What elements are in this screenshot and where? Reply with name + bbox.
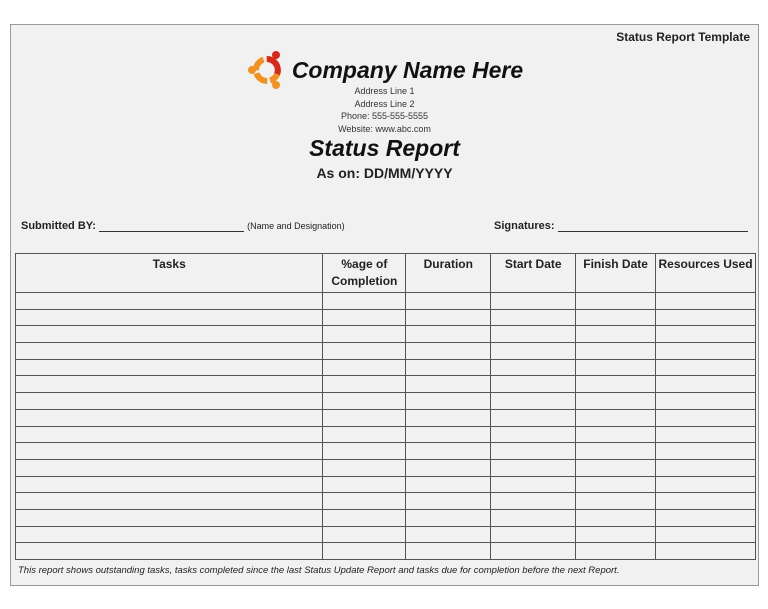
table-cell[interactable]: [576, 326, 656, 343]
table-cell[interactable]: [491, 359, 576, 376]
table-cell[interactable]: [491, 293, 576, 310]
table-cell[interactable]: [576, 343, 656, 360]
address-line-1: Address Line 1: [354, 86, 415, 96]
table-cell[interactable]: [576, 493, 656, 510]
table-cell[interactable]: [656, 409, 756, 426]
table-cell[interactable]: [491, 476, 576, 493]
table-cell[interactable]: [323, 309, 406, 326]
table-cell[interactable]: [576, 543, 656, 560]
signatures-label: Signatures:: [494, 220, 555, 232]
table-row: [16, 543, 756, 560]
table-cell[interactable]: [656, 343, 756, 360]
table-cell[interactable]: [491, 409, 576, 426]
table-cell[interactable]: [491, 443, 576, 460]
company-name: Company Name Here: [291, 56, 524, 83]
table-cell[interactable]: [323, 493, 406, 510]
table-row: [16, 409, 756, 426]
table-cell[interactable]: [323, 426, 406, 443]
table-cell[interactable]: [491, 309, 576, 326]
table-row: [16, 309, 756, 326]
table-cell[interactable]: [16, 476, 323, 493]
table-cell[interactable]: [656, 426, 756, 443]
table-header: [16, 254, 756, 293]
table-cell[interactable]: [406, 309, 491, 326]
address-line-2: Address Line 2: [354, 98, 415, 109]
table-cell[interactable]: [576, 459, 656, 476]
table-cell[interactable]: [323, 326, 406, 343]
table-cell[interactable]: [491, 393, 576, 410]
table-cell[interactable]: [406, 326, 491, 343]
table-cell[interactable]: [406, 443, 491, 460]
phone: Phone: 555-555-5555: [340, 111, 429, 122]
table-cell[interactable]: [16, 409, 323, 426]
table-row: [16, 359, 756, 376]
table-cell[interactable]: [16, 443, 323, 460]
table-cell[interactable]: [576, 476, 656, 493]
table-cell[interactable]: [16, 426, 323, 443]
table-cell[interactable]: [323, 409, 406, 426]
table-cell[interactable]: [16, 343, 323, 360]
col-duration: Duration: [406, 254, 491, 293]
table-cell[interactable]: [491, 343, 576, 360]
table-cell[interactable]: [16, 526, 323, 543]
table-cell[interactable]: [406, 293, 491, 310]
col-finish-date: Finish Date: [576, 254, 656, 293]
table-cell[interactable]: [656, 543, 756, 560]
company-address: [11, 85, 758, 136]
submitted-by: [21, 220, 345, 232]
tasks-table: [15, 253, 756, 560]
table-cell[interactable]: [16, 493, 323, 510]
table-cell[interactable]: [656, 326, 756, 343]
table-row: [16, 343, 756, 360]
table-cell[interactable]: [576, 409, 656, 426]
table-cell[interactable]: [656, 359, 756, 376]
table-cell[interactable]: [491, 326, 576, 343]
table-cell[interactable]: [576, 293, 656, 310]
table-cell[interactable]: [656, 509, 756, 526]
table-cell[interactable]: [656, 493, 756, 510]
website: Website: www.abc.com: [338, 124, 431, 135]
table-cell[interactable]: [16, 393, 323, 410]
table-cell[interactable]: [576, 376, 656, 393]
table-row: [16, 493, 756, 510]
table-row: [16, 393, 756, 410]
table-cell[interactable]: [323, 443, 406, 460]
signatures: [494, 220, 748, 232]
table-cell[interactable]: [323, 359, 406, 376]
table-row: [16, 426, 756, 443]
col-tasks: Tasks: [16, 254, 323, 293]
table-cell[interactable]: [16, 543, 323, 560]
table-cell[interactable]: [656, 476, 756, 493]
table-row: [16, 293, 756, 310]
table-cell[interactable]: [16, 326, 323, 343]
table-row: [16, 459, 756, 476]
table-cell[interactable]: [406, 393, 491, 410]
table-cell[interactable]: [406, 376, 491, 393]
table-row: [16, 509, 756, 526]
table-cell[interactable]: [656, 309, 756, 326]
table-cell[interactable]: [323, 509, 406, 526]
table-cell[interactable]: [576, 393, 656, 410]
table-cell[interactable]: [576, 526, 656, 543]
table-cell[interactable]: [406, 526, 491, 543]
template-label: Status Report Template: [616, 30, 750, 44]
table-cell[interactable]: [323, 543, 406, 560]
table-cell[interactable]: [16, 376, 323, 393]
table-cell[interactable]: [656, 293, 756, 310]
table-cell[interactable]: [576, 443, 656, 460]
table-cell[interactable]: [576, 359, 656, 376]
table-cell[interactable]: [656, 443, 756, 460]
table-cell[interactable]: [323, 376, 406, 393]
col-resources: Resources Used: [656, 254, 756, 293]
table-cell[interactable]: [491, 493, 576, 510]
table-cell[interactable]: [656, 376, 756, 393]
table-cell[interactable]: [16, 459, 323, 476]
table-cell[interactable]: [491, 543, 576, 560]
col-start-date: Start Date: [491, 254, 576, 293]
status-report-sheet: [10, 24, 759, 586]
table-cell[interactable]: [491, 376, 576, 393]
table-cell[interactable]: [576, 309, 656, 326]
table-cell[interactable]: [406, 359, 491, 376]
table-cell[interactable]: [406, 343, 491, 360]
table-cell[interactable]: [16, 309, 323, 326]
table-row: [16, 476, 756, 493]
table-cell[interactable]: [406, 409, 491, 426]
table-cell[interactable]: [406, 476, 491, 493]
submitted-by-label: Submitted BY:: [21, 220, 96, 232]
col-completion: %age of Completion: [323, 254, 406, 293]
table-cell[interactable]: [323, 476, 406, 493]
table-cell[interactable]: [491, 459, 576, 476]
table-cell[interactable]: [576, 426, 656, 443]
table-cell[interactable]: [16, 509, 323, 526]
table-cell[interactable]: [576, 509, 656, 526]
table-row: [16, 443, 756, 460]
table-row: [16, 376, 756, 393]
table-cell[interactable]: [656, 526, 756, 543]
table-cell[interactable]: [491, 509, 576, 526]
table-cell[interactable]: [323, 343, 406, 360]
table-cell[interactable]: [323, 393, 406, 410]
table-cell[interactable]: [491, 526, 576, 543]
table-cell[interactable]: [323, 459, 406, 476]
table-cell[interactable]: [16, 359, 323, 376]
table-cell[interactable]: [406, 543, 491, 560]
as-on-date: As on: DD/MM/YYYY: [316, 165, 453, 181]
footer-note: This report shows outstanding tasks, tasks completed since the last Status Update Report and tasks due for completion before the next Report.: [18, 565, 620, 576]
table-cell[interactable]: [323, 293, 406, 310]
table-row: [16, 326, 756, 343]
table-cell[interactable]: [406, 426, 491, 443]
table-cell[interactable]: [491, 426, 576, 443]
table-cell[interactable]: [656, 393, 756, 410]
table-cell[interactable]: [16, 293, 323, 310]
table-cell[interactable]: [323, 526, 406, 543]
table-cell[interactable]: [406, 493, 491, 510]
submitted-by-note: (Name and Designation): [247, 221, 345, 231]
signatures-field[interactable]: [558, 231, 748, 232]
table-cell[interactable]: [406, 509, 491, 526]
table-row: [16, 526, 756, 543]
report-title: Status Report: [309, 135, 460, 161]
submitted-by-field[interactable]: [99, 231, 244, 232]
table-cell[interactable]: [406, 459, 491, 476]
table-cell[interactable]: [656, 459, 756, 476]
